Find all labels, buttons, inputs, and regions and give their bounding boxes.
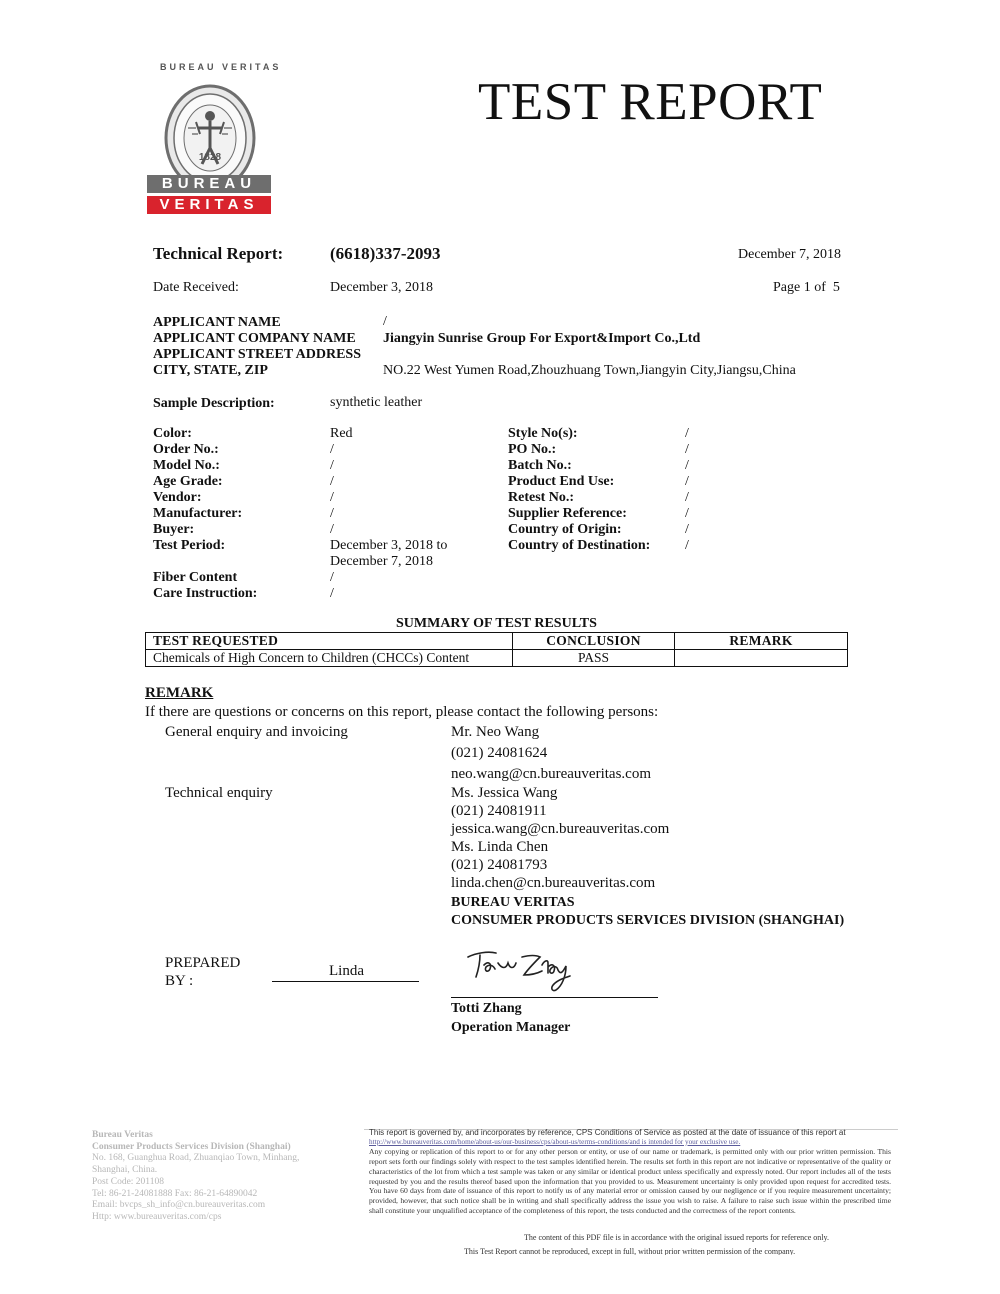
detail-value: December 3, 2018 to bbox=[330, 538, 448, 553]
column-header: TEST REQUESTED bbox=[146, 633, 513, 650]
detail-label: Supplier Reference: bbox=[508, 506, 627, 521]
detail-value: / bbox=[330, 442, 334, 457]
detail-label: Model No.: bbox=[153, 458, 220, 473]
technical-enquiry-label: Technical enquiry bbox=[165, 785, 273, 801]
footer-disclaimer bbox=[369, 1128, 891, 1215]
detail-value: / bbox=[685, 474, 689, 489]
detail-label: Test Period: bbox=[153, 538, 226, 553]
general-enquiry-label: General enquiry and invoicing bbox=[165, 724, 348, 740]
prepared-by-label-2: BY : bbox=[165, 973, 194, 989]
footer-line: Http: www.bureauveritas.com/cps bbox=[92, 1211, 222, 1222]
signer-name: Totti Zhang bbox=[451, 1001, 522, 1016]
detail-value: / bbox=[330, 458, 334, 473]
footer-address-block bbox=[92, 1130, 352, 1224]
logo-band-veritas: VERITAS bbox=[147, 196, 271, 214]
detail-value: / bbox=[330, 570, 334, 585]
detail-value: / bbox=[330, 586, 334, 601]
contact-email[interactable]: neo.wang@cn.bureauveritas.com bbox=[451, 766, 651, 782]
page-info: Page 1 of 5 bbox=[773, 280, 840, 295]
remark-intro: If there are questions or concerns on this report, please contact the following persons: bbox=[145, 704, 659, 720]
detail-label: Age Grade: bbox=[153, 474, 223, 489]
remark-cell bbox=[675, 650, 848, 667]
footer-line: Post Code: 201108 bbox=[92, 1176, 164, 1187]
terms-link[interactable]: http://www.bureauveritas.com/home/about-us/our-business/cps/about-us/terms-conditions/and is intended for your exclusive use. bbox=[369, 1137, 741, 1146]
detail-value: / bbox=[685, 506, 689, 521]
detail-value: / bbox=[685, 458, 689, 473]
applicant-address-value: NO.22 West Yumen Road,Zhouzhuang Town,Jiangyin City,Jiangsu,China bbox=[383, 363, 796, 378]
contact-line: (021) 24081624 bbox=[451, 745, 548, 761]
detail-label: PO No.: bbox=[508, 442, 557, 457]
prepared-by-label: PREPARED bbox=[165, 955, 241, 971]
applicant-name-label: APPLICANT NAME bbox=[153, 315, 281, 330]
contact-line: (021) 24081911 bbox=[451, 803, 547, 819]
detail-label: Buyer: bbox=[153, 522, 195, 537]
date-received-value: December 3, 2018 bbox=[330, 280, 434, 295]
detail-label: Manufacturer: bbox=[153, 506, 243, 521]
detail-label: Product End Use: bbox=[508, 474, 615, 489]
detail-value: / bbox=[330, 522, 334, 537]
applicant-street-label: APPLICANT STREET ADDRESS bbox=[153, 347, 361, 362]
detail-value: / bbox=[685, 442, 689, 457]
issue-date: December 7, 2018 bbox=[738, 247, 842, 262]
column-header: CONCLUSION bbox=[513, 633, 675, 650]
detail-value: / bbox=[330, 474, 334, 489]
detail-value: / bbox=[685, 490, 689, 505]
detail-label: Fiber Content bbox=[153, 570, 238, 585]
applicant-company-label: APPLICANT COMPANY NAME bbox=[153, 331, 356, 346]
disclaimer-body: Any copying or replication of this report to or for any other person or entity, or use of our name or trademark, is permitted only with our prior written permission. This report sets forth our findings solely with respect to the test samples identified herein. The results set forth in this report are not indicative or representative of the quality or characteristics of the lot from which a test sample was taken or any similar or identical product unless specifically and expressly noted. Our report includes all of the tests requested by you and the results thereof based upon the information that you provided to us. Measurement uncertainty is only provided upon request for accredited tests. You have 60 days from date of issuance of this report to notify us of any material error or omission caused by our negligence or if you require measurement uncertainty; provided, however, that such notice shall be in writing and shall specifically address the issue you wish to raise. A failure to raise such issue within the prescribed time shall constitute your unqualified acceptance of the completeness of this report, the tests conducted and the correctness of the report contents. bbox=[369, 1147, 891, 1215]
applicant-name-value: / bbox=[383, 314, 387, 329]
detail-label: Care Instruction: bbox=[153, 586, 258, 601]
detail-value: / bbox=[330, 506, 334, 521]
contact-line: Ms. Jessica Wang bbox=[451, 785, 558, 801]
detail-label: Country of Destination: bbox=[508, 538, 651, 553]
detail-label: Style No(s): bbox=[508, 426, 578, 441]
footer-line: Email: bvcps_sh_info@cn.bureauveritas.com bbox=[92, 1200, 266, 1211]
detail-value: Red bbox=[330, 426, 353, 441]
sample-description-value: synthetic leather bbox=[330, 395, 423, 410]
technical-report-number: (6618)337-2093 bbox=[330, 244, 441, 263]
prepared-by-underline bbox=[272, 981, 419, 982]
detail-label: Color: bbox=[153, 426, 192, 441]
detail-label: Order No.: bbox=[153, 442, 219, 457]
detail-label: Retest No.: bbox=[508, 490, 575, 505]
summary-header-row bbox=[146, 633, 848, 650]
detail-label: Country of Origin: bbox=[508, 522, 622, 537]
detail-label: Batch No.: bbox=[508, 458, 572, 473]
sample-description-label: Sample Description: bbox=[153, 396, 275, 411]
disclaimer-governed: This report is governed by, and incorporates by reference, CPS Conditions of Service as posted at the date of issuance of this report at bbox=[369, 1128, 846, 1137]
signer-title: Operation Manager bbox=[451, 1020, 571, 1035]
test-requested-cell: Chemicals of High Concern to Children (CHCCs) Content bbox=[146, 650, 513, 667]
handwritten-signature bbox=[466, 945, 586, 995]
footer-line: Bureau Veritas bbox=[92, 1130, 153, 1140]
remark-heading: REMARK bbox=[145, 685, 214, 701]
pdf-note: The content of this PDF file is in accordance with the original issued reports for reference only. bbox=[524, 1233, 829, 1242]
footer-line: Tel: 86-21-24081888 Fax: 86-21-64890042 bbox=[92, 1188, 258, 1199]
seal-year: 1828 bbox=[198, 152, 222, 163]
reproduction-note: This Test Report cannot be reproduced, except in full, without prior written permission of the company. bbox=[464, 1247, 796, 1255]
table-row bbox=[146, 650, 848, 667]
technical-report-label: Technical Report: bbox=[153, 244, 284, 263]
footer-line: No. 168, Guanghua Road, Zhuanqiao Town, Minhang, bbox=[92, 1153, 300, 1164]
detail-value: / bbox=[685, 538, 689, 553]
detail-value: / bbox=[330, 490, 334, 505]
org-division: CONSUMER PRODUCTS SERVICES DIVISION (SHANGHAI) bbox=[451, 913, 845, 928]
applicant-company-value: Jiangyin Sunrise Group For Export&Import Co.,Ltd bbox=[383, 331, 701, 346]
date-received-label: Date Received: bbox=[153, 280, 239, 295]
detail-label: Vendor: bbox=[153, 490, 202, 505]
contact-line: Mr. Neo Wang bbox=[451, 724, 540, 740]
detail-value: / bbox=[685, 522, 689, 537]
detail-value-continued: December 7, 2018 bbox=[330, 554, 434, 569]
column-header: REMARK bbox=[675, 633, 848, 650]
applicant-city-label: CITY, STATE, ZIP bbox=[153, 363, 268, 378]
logo-band-bureau: BUREAU bbox=[147, 175, 271, 193]
conclusion-cell: PASS bbox=[513, 650, 675, 667]
signature-line bbox=[451, 997, 658, 998]
contact-email[interactable]: jessica.wang@cn.bureauveritas.com bbox=[451, 821, 670, 837]
contact-line: (021) 24081793 bbox=[451, 857, 548, 873]
contact-email[interactable]: linda.chen@cn.bureauveritas.com bbox=[451, 875, 656, 891]
summary-table bbox=[145, 632, 848, 667]
contact-line: Ms. Linda Chen bbox=[451, 839, 549, 855]
footer-line: Shanghai, China. bbox=[92, 1165, 158, 1176]
org-name: BUREAU VERITAS bbox=[451, 895, 575, 910]
seal-text: BUREAU VERITAS bbox=[160, 62, 282, 72]
prepared-by-name: Linda bbox=[329, 963, 364, 979]
page-title: TEST REPORT bbox=[478, 73, 823, 131]
summary-title: SUMMARY OF TEST RESULTS bbox=[396, 616, 597, 631]
footer-line: Consumer Products Services Division (Shanghai) bbox=[92, 1141, 291, 1152]
detail-value: / bbox=[685, 426, 689, 441]
